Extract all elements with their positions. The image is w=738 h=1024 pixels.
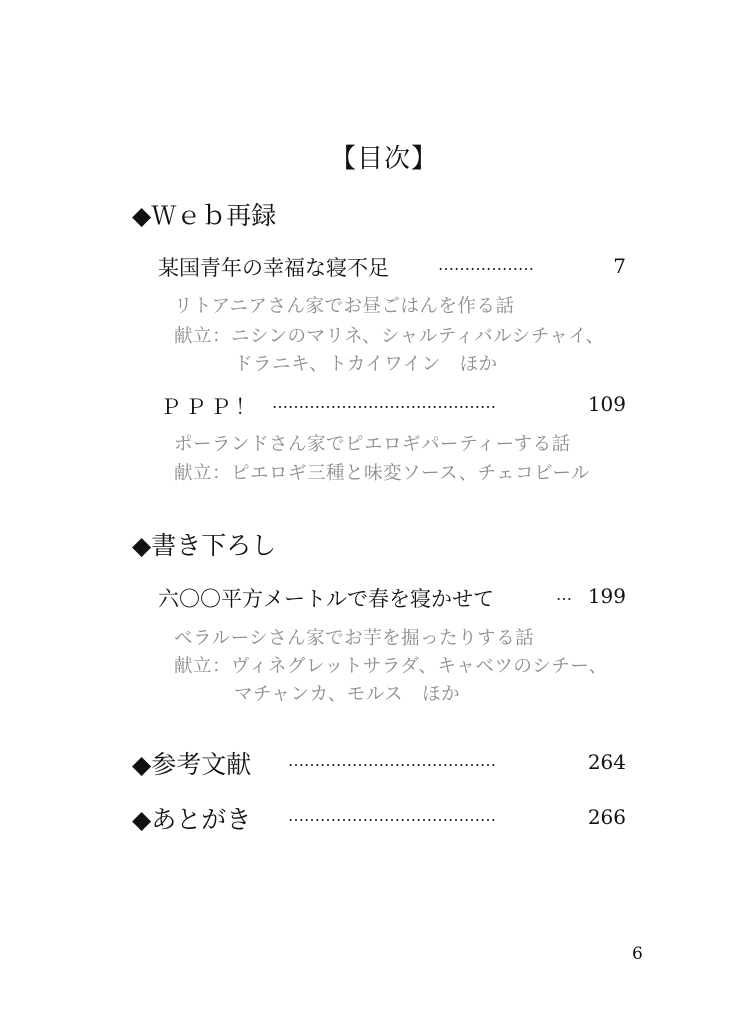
entry-menu-continued: マチャンカ、モルス ほか <box>234 684 461 705</box>
dot-leader: ………………………………… <box>288 806 496 825</box>
extra-label-references: ◆参考文献 <box>132 750 252 779</box>
entry-title: ＰＰＰ！ <box>160 395 260 419</box>
entry-description: リトアニアさん家でお昼ごはんを作る話 <box>174 296 515 317</box>
dot-leader: ………………………………… <box>288 751 496 770</box>
entry-menu: 献立：ピエロギ三種と味変ソース、チェコビール <box>174 463 590 484</box>
section-label-web: ◆Ｗｅｂ再録 <box>132 201 277 230</box>
dot-leader: ……………… <box>438 255 534 274</box>
extra-label-afterword: ◆あとがき <box>132 805 252 834</box>
page-number: 7 <box>613 254 626 278</box>
page-number: 109 <box>587 392 626 416</box>
page-number: 264 <box>587 750 626 774</box>
page-number: 266 <box>587 805 626 829</box>
entry-menu-continued: ドラニキ、トカイワイン ほか <box>234 354 498 375</box>
entry-menu: 献立：ヴィネグレットサラダ、キャベツのシチー、 <box>174 656 608 677</box>
section-label-original: ◆書き下ろし <box>132 531 277 560</box>
footer-page-number: 6 <box>632 944 643 964</box>
dot-leader: … <box>556 585 572 604</box>
entry-title: 某国青年の幸福な寝不足 <box>158 256 389 280</box>
dot-leader: …………………………………… <box>272 393 496 412</box>
entry-description: ベラルーシさん家でお芋を掘ったりする話 <box>174 628 535 649</box>
entry-description: ポーランドさん家でピエロギパーティーする話 <box>174 434 571 455</box>
entry-menu: 献立：ニシンのマリネ、シャルティバルシチャイ、 <box>174 326 605 347</box>
page-number: 199 <box>587 584 626 608</box>
entry-title: 六〇〇平方メートルで春を寝かせて <box>158 587 494 611</box>
toc-heading: 【目次】 <box>330 144 439 174</box>
